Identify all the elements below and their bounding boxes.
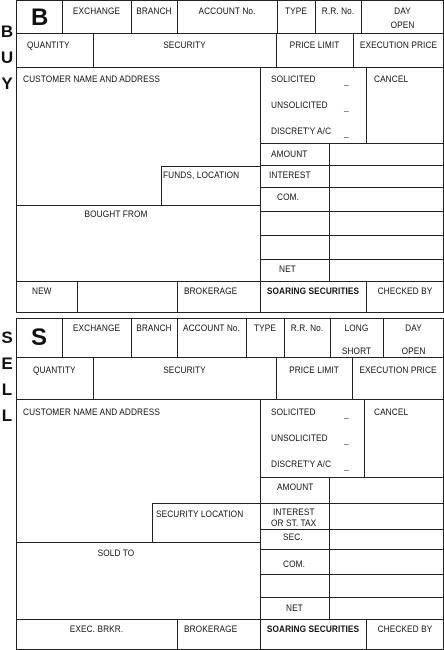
buy-solicited-blank[interactable]: _ — [344, 76, 349, 86]
sell-unsolicited-label: UNSOLICITED — [271, 433, 328, 443]
sell-sold-to-label: SOLD TO — [97, 548, 135, 558]
buy-side-letter-y: Y — [1, 74, 13, 93]
buy-discretionary-blank[interactable]: _ — [344, 128, 349, 138]
buy-side-letter-b: B — [0, 22, 14, 41]
sell-long-label[interactable]: LONG — [344, 323, 369, 333]
sell-checked-by-label: CHECKED BY — [377, 624, 433, 634]
sell-customer-label: CUSTOMER NAME AND ADDRESS — [23, 407, 160, 417]
buy-net-label: NET — [279, 264, 296, 274]
buy-funds-location-label: FUNDS, LOCATION — [163, 170, 240, 180]
buy-execution-price-label: EXECUTION PRICE — [359, 40, 438, 50]
sell-unsolicited-blank[interactable]: _ — [344, 435, 349, 445]
buy-unsolicited-blank[interactable]: _ — [344, 102, 349, 112]
buy-checked-by-label: CHECKED BY — [377, 286, 433, 296]
sell-rr-label: R.R. No. — [290, 323, 324, 333]
sell-side-letter-l2: L — [1, 406, 13, 425]
buy-brokerage-label: BROKERAGE — [184, 286, 238, 296]
buy-firm-name: SOARING SECURITIES — [266, 286, 360, 296]
buy-open-label: OPEN — [390, 20, 415, 30]
sell-st-tax-label: OR ST. TAX — [271, 518, 317, 528]
buy-customer-label: CUSTOMER NAME AND ADDRESS — [23, 74, 160, 84]
buy-side-letter-u: U — [0, 48, 14, 67]
buy-bought-from-label: BOUGHT FROM — [84, 209, 148, 219]
buy-com-label: COM. — [277, 192, 299, 202]
sell-side-letter-e: E — [1, 354, 13, 373]
buy-price-limit-label: PRICE LIMIT — [289, 40, 340, 50]
sell-solicited-blank[interactable]: _ — [344, 409, 349, 419]
buy-rr-label: R.R. No. — [321, 6, 355, 16]
buy-type-label: TYPE — [284, 6, 307, 16]
sell-brokerage-label: BROKERAGE — [184, 624, 238, 634]
sell-amount-label: AMOUNT — [277, 482, 314, 492]
sell-discretionary-label: DISCRET'Y A/C — [271, 459, 332, 469]
buy-exchange-label: EXCHANGE — [72, 6, 121, 16]
sell-short-label[interactable]: SHORT — [341, 346, 372, 356]
sell-security-location-label: SECURITY LOCATION — [156, 509, 244, 519]
sell-code-letter: S — [31, 324, 48, 351]
buy-amount-label: AMOUNT — [271, 149, 308, 159]
sell-com-label: COM. — [283, 559, 305, 569]
buy-security-label: SECURITY — [163, 40, 206, 50]
sell-branch-label: BRANCH — [136, 323, 172, 333]
sell-side-letter-l1: L — [1, 380, 13, 399]
buy-cancel-label: CANCEL — [374, 74, 409, 84]
buy-unsolicited-label: UNSOLICITED — [271, 100, 328, 110]
sell-open-label: OPEN — [401, 346, 426, 356]
buy-quantity-label: QUANTITY — [27, 40, 70, 50]
sell-day-label: DAY — [405, 323, 422, 333]
sell-type-label: TYPE — [253, 323, 276, 333]
buy-discretionary-label: DISCRET'Y A/C — [271, 126, 332, 136]
sell-exchange-label: EXCHANGE — [72, 323, 121, 333]
sell-net-label: NET — [286, 603, 303, 613]
sell-security-label: SECURITY — [163, 365, 206, 375]
buy-branch-label: BRANCH — [136, 6, 172, 16]
buy-code-letter: B — [31, 4, 49, 31]
sell-solicited-label: SOLICITED — [271, 407, 316, 417]
buy-day-label: DAY — [394, 6, 411, 16]
sell-firm-name: SOARING SECURITIES — [266, 624, 360, 634]
buy-account-label: ACCOUNT No. — [198, 6, 256, 16]
sell-cancel-label: CANCEL — [374, 407, 409, 417]
buy-interest-label: INTEREST — [269, 170, 311, 180]
buy-new-label: NEW — [32, 286, 52, 296]
sell-exec-brkr-label: EXEC. BRKR. — [69, 624, 124, 634]
sell-quantity-label: QUANTITY — [33, 365, 76, 375]
sell-sec-label: SEC. — [283, 532, 303, 542]
buy-solicited-label: SOLICITED — [271, 74, 316, 84]
sell-execution-price-label: EXECUTION PRICE — [359, 365, 437, 375]
sell-price-limit-label: PRICE LIMIT — [289, 365, 339, 375]
sell-account-label: ACCOUNT No. — [182, 323, 240, 333]
sell-interest-label: INTEREST — [273, 507, 315, 517]
sell-discretionary-blank[interactable]: _ — [344, 461, 349, 471]
sell-side-letter-s: S — [1, 328, 13, 347]
